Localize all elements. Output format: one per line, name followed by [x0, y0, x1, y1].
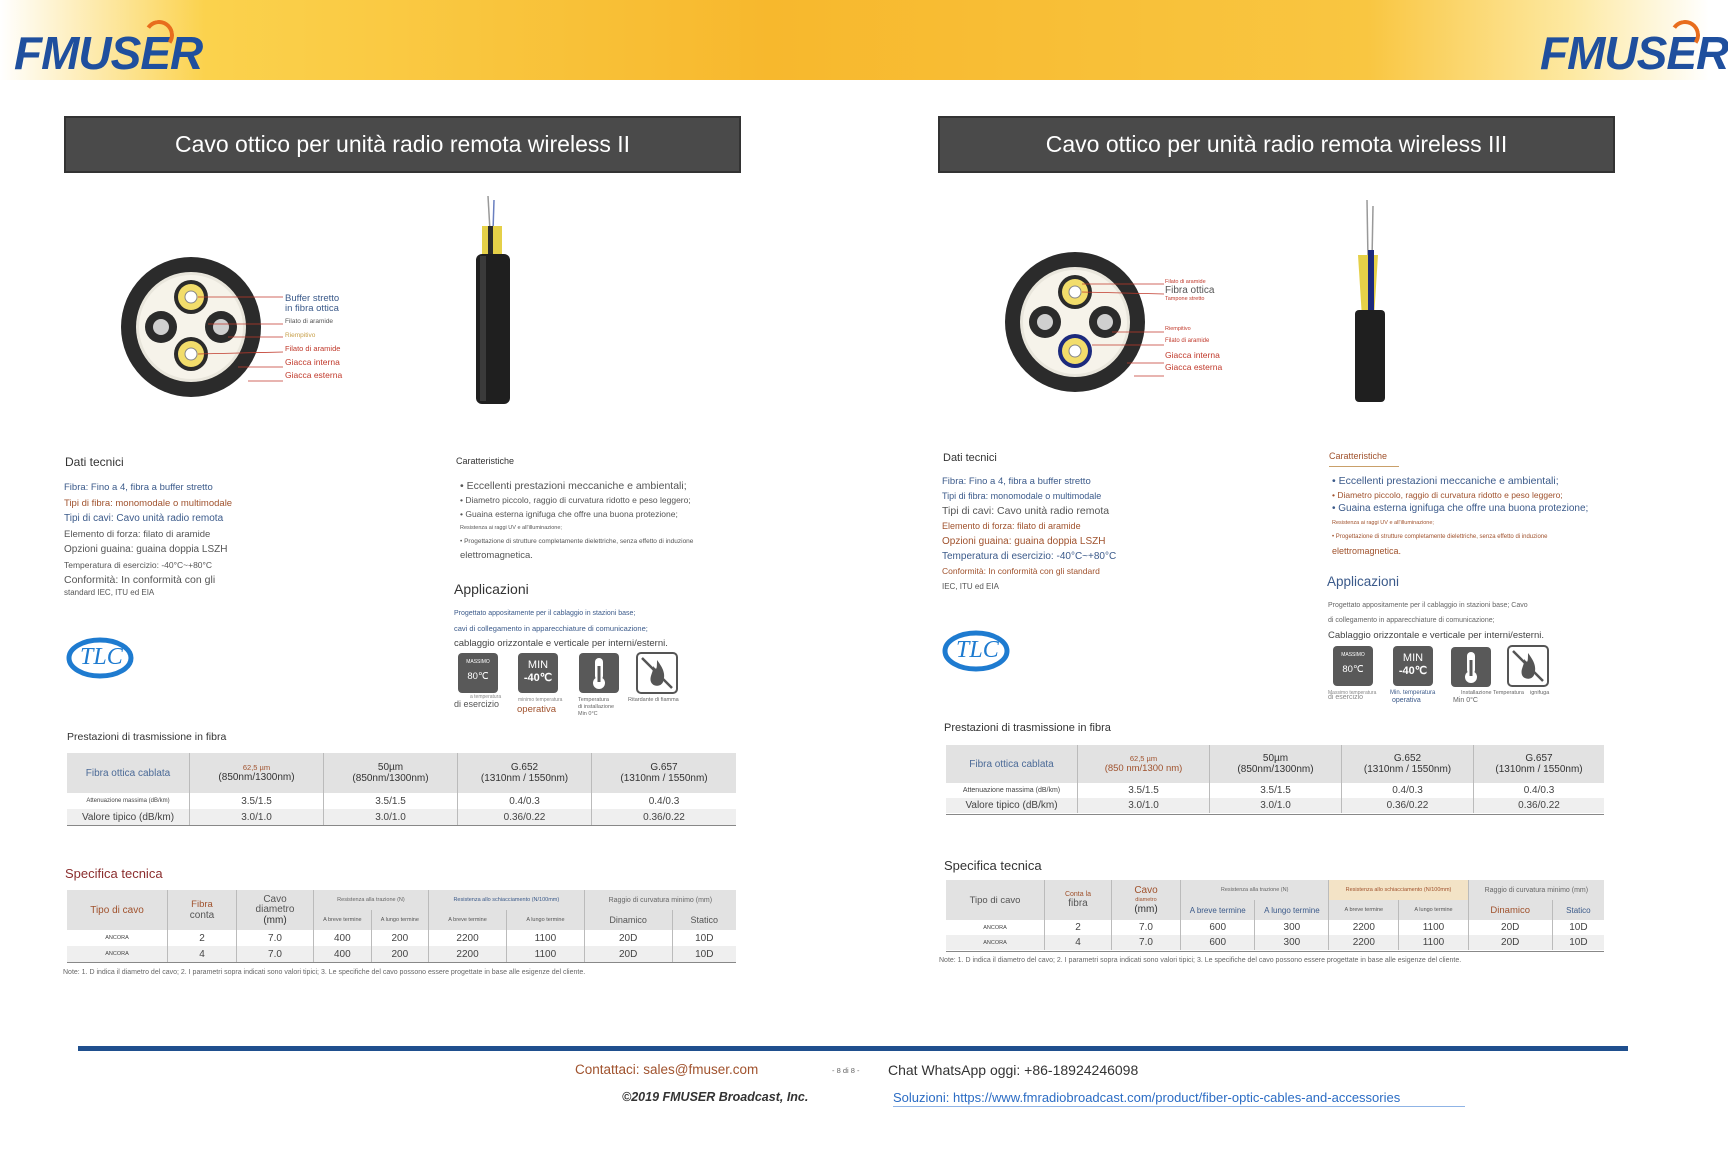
app-item: Cablaggio orizzontale e verticale per interni/esterni.: [1328, 630, 1544, 641]
flame-retardant-icon: [636, 652, 678, 694]
feature-item: • Diametro piccolo, raggio di curvatura ridotto e peso leggero;: [460, 495, 691, 505]
tlc-badge: [68, 636, 134, 680]
table-header: A breve termine: [1181, 900, 1255, 920]
table-header: Fibra ottica cablata: [946, 745, 1078, 783]
left-feature-list: [460, 479, 730, 563]
icon-caption: di esercizio: [1328, 694, 1364, 701]
feature-item: elettromagnetica.: [460, 550, 533, 561]
page-title: Cavo ottico per unità radio remota wireless II: [174, 131, 631, 157]
table-note: Note: 1. D indica il diametro del cavo; 2. I parametri sopra indicati sono valori tipici; 3. Le specifiche del cavo possono essere progettate in base alle esigenze del cliente.: [63, 969, 586, 976]
tech-line: Conformità: In conformità con gli: [64, 574, 216, 586]
brand-logo-left: [14, 26, 202, 80]
tech-line: Fibra: Fino a 4, fibra a buffer stretto: [64, 482, 213, 493]
table-header: A lungo termine: [1399, 900, 1468, 920]
solutions-link[interactable]: Soluzioni: https://www.fmradiobroadcast.com/product/fiber-optic-cables-and-accessories: [893, 1090, 1401, 1105]
left-tech-list: [64, 480, 324, 600]
feature-item: • Diametro piccolo, raggio di curvatura ridotto e peso leggero;: [1332, 490, 1563, 500]
table-header: Fibra conta: [168, 890, 237, 930]
table-row: ANCORA 2 7.0 600 300 2200 1100 20D 10D: [946, 920, 1604, 935]
table-row: ANCORA 2 7.0 400 200 2200 1100 20D 10D: [67, 930, 736, 946]
left-diagram-labels: [285, 292, 342, 383]
table-header: Resistenza alla trazione (N): [314, 890, 429, 910]
tech-line: Tipi di cavi: Cavo unità radio remota: [942, 505, 1110, 517]
right-performance-table: [946, 745, 1604, 813]
header-banner: [0, 0, 1709, 80]
table-header: G.657 (1310nm / 1550nm): [1474, 745, 1605, 783]
tech-line: Temperatura di esercizio: -40°C~+80°C: [64, 559, 213, 570]
table-header: G.652 (1310nm / 1550nm): [458, 753, 592, 793]
table-header: 50µm (850nm/1300nm): [324, 753, 458, 793]
heading-underline: [1329, 466, 1399, 467]
tlc-badge: [944, 629, 1010, 673]
diagram-label: Filato di aramide: [285, 344, 341, 353]
footer-rule: [78, 1046, 1628, 1051]
diagram-label: Fibra ottica: [1165, 285, 1215, 296]
tech-line: Tipi di fibra: monomodale o multimodale: [942, 491, 1102, 501]
section-heading: Dati tecnici: [65, 455, 124, 469]
section-heading: Caratteristiche: [1329, 451, 1388, 461]
table-header: A lungo termine: [1255, 900, 1329, 920]
badge-text: TLC: [956, 637, 999, 663]
icon-caption-group: Temperatura di installazione Min 0°C: [578, 697, 615, 717]
app-item: cavi di collegamento in apparecchiature di comunicazione;: [454, 624, 648, 633]
right-cable-image: [1340, 200, 1400, 405]
page-number: - 8 di 8 -: [832, 1066, 860, 1075]
tech-line: Elemento di forza: filato di aramide: [942, 521, 1081, 531]
section-heading: Caratteristiche: [456, 456, 515, 466]
whatsapp-text: Chat WhatsApp oggi: +86-18924246098: [888, 1062, 1139, 1078]
left-performance-table: [67, 753, 736, 825]
icon-caption: Ritardante di fiamma: [628, 697, 679, 703]
table-row: Attenuazione massima (dB/km) 3.5/1.5 3.5/1.5 0.4/0.3 0.4/0.3: [946, 783, 1604, 798]
right-app-list: [1328, 598, 1628, 643]
icon-caption: operativa: [517, 704, 557, 715]
table-header: Raggio di curvatura minimo (mm): [584, 890, 736, 910]
icon-caption: Min 0°C: [1453, 697, 1478, 704]
table-rule: [67, 825, 736, 826]
flame-retardant-icon: [1507, 645, 1549, 687]
tech-line: Opzioni guaina: guaina doppia LSZH: [942, 536, 1106, 547]
tech-line: Temperatura di esercizio: -40°C~+80°C: [942, 551, 1117, 562]
right-spec-table: [946, 880, 1604, 950]
right-tech-list: [942, 474, 1242, 594]
table-header: 50µm (850nm/1300nm): [1210, 745, 1342, 783]
table-header: Resistenza alla trazione (N): [1181, 880, 1329, 900]
tech-line: IEC, ITU ed EIA: [942, 582, 999, 591]
tech-line: Fibra: Fino a 4, fibra a buffer stretto: [942, 476, 1091, 487]
left-title-bar: [64, 116, 741, 173]
tech-line: standard IEC, ITU ed EIA: [64, 587, 155, 597]
table-header: 62,5 µm (850 nm/1300 nm): [1078, 745, 1210, 783]
diagram-label: in fibra ottica: [285, 302, 339, 314]
table-header: A breve termine: [1329, 900, 1399, 920]
feature-item: Resistenza ai raggi UV e all'illuminazione;: [1332, 520, 1434, 526]
tech-line: Opzioni guaina: guaina doppia LSZH: [64, 544, 228, 555]
diagram-label: Buffer stretto: [285, 293, 340, 304]
thermometer-icon: [1450, 646, 1492, 688]
icon-caption: ignifuga: [1530, 690, 1550, 696]
diagram-label: Tampone stretto: [1165, 296, 1205, 302]
thermometer-icon: [578, 652, 620, 694]
table-rule: [946, 814, 1604, 815]
table-header: A breve termine: [314, 910, 372, 930]
max-temp-icon: MASSIMO 80℃: [458, 653, 498, 693]
table-row: Attenuazione massima (dB/km) 3.5/1.5 3.5/1.5 0.4/0.3 0.4/0.3: [67, 793, 736, 809]
section-heading: Dati tecnici: [943, 452, 997, 464]
table-row: ANCORA 4 7.0 600 300 2200 1100 20D 10D: [946, 935, 1604, 950]
brand-logo-right: [1540, 26, 1728, 80]
diagram-label: Riempitivo: [1165, 326, 1191, 332]
tech-line: Conformità: In conformità con gli standard: [942, 566, 1100, 576]
table-note: Note: 1. D indica il diametro del cavo; 2. I parametri sopra indicati sono valori tipici; 3. Le specifiche del cavo possono essere progettate in base alle esigenze del cliente.: [939, 957, 1462, 964]
logo-text: FMUSER: [1540, 27, 1728, 79]
table-header: Raggio di curvatura minimo (mm): [1468, 880, 1604, 900]
table-header: 62,5 µm (850nm/1300nm): [190, 753, 324, 793]
table-row: Valore tipico (dB/km) 3.0/1.0 3.0/1.0 0.36/0.22 0.36/0.22: [67, 809, 736, 825]
feature-item: • Progettazione di strutture completamente dielettriche, senza effetto di induzione: [1332, 534, 1548, 540]
table-header: Conta la fibra: [1045, 880, 1112, 920]
icon-caption: Installazione Temperatura: [1461, 690, 1524, 696]
right-title-bar: [938, 116, 1615, 173]
table-header: Resistenza allo schiacciamento (N/100mm): [1329, 880, 1468, 900]
table-header: Tipo di cavo: [946, 880, 1045, 920]
section-heading: Prestazioni di trasmissione in fibra: [67, 731, 227, 743]
max-temp-icon: MASSIMO 80℃: [1333, 646, 1373, 686]
table-header: Cavo diametro (mm): [237, 890, 314, 930]
diagram-label: Giacca esterna: [1165, 362, 1223, 372]
diagram-label: Filato di aramide: [285, 318, 334, 325]
left-cable-image: [462, 196, 522, 406]
page-title: Cavo ottico per unità radio remota wireless III: [1045, 131, 1508, 157]
app-item: di collegamento in apparecchiature di comunicazione;: [1328, 617, 1495, 624]
feature-item: • Eccellenti prestazioni meccaniche e ambientali;: [460, 480, 687, 492]
icon-caption: Min. temperatura: [1390, 690, 1436, 696]
icon-caption: di esercizio: [454, 699, 500, 709]
app-item: Progettato appositamente per il cablaggio in stazioni base; Cavo: [1328, 602, 1528, 609]
min-temp-icon: MIN -40℃: [1393, 646, 1433, 686]
table-row: Valore tipico (dB/km) 3.0/1.0 3.0/1.0 0.36/0.22 0.36/0.22: [946, 798, 1604, 813]
table-header: Statico: [672, 910, 736, 930]
table-header: Dinamico: [584, 910, 672, 930]
logo-text: FMUSER: [14, 27, 203, 79]
table-header: G.652 (1310nm / 1550nm): [1342, 745, 1474, 783]
tech-line: Tipi di cavi: Cavo unità radio remota: [64, 513, 224, 524]
feature-item: Resistenza ai raggi UV e all'illuminazione;: [460, 525, 562, 531]
tech-line: Elemento di forza: filato di aramide: [64, 528, 211, 540]
table-row: ANCORA 4 7.0 400 200 2200 1100 20D 10D: [67, 946, 736, 962]
section-heading: Specifica tecnica: [944, 858, 1042, 873]
tech-line: Tipi di fibra: monomodale o multimodale: [64, 497, 233, 509]
table-rule: [67, 962, 736, 963]
table-header: Statico: [1552, 900, 1604, 920]
table-header: Tipo di cavo: [67, 890, 168, 930]
icon-caption: a temperatura: [470, 694, 502, 700]
table-header: A lungo termine: [371, 910, 428, 930]
section-heading: Specifica tecnica: [65, 866, 163, 881]
feature-item: • Guaina esterna ignifuga che offre una buona protezione;: [460, 509, 678, 519]
app-item: Progettato appositamente per il cablaggio in stazioni base;: [454, 610, 636, 617]
badge-text: TLC: [80, 644, 123, 670]
table-header: A lungo termine: [507, 910, 585, 930]
min-temp-icon: MIN -40℃: [518, 653, 558, 693]
feature-item: • Progettazione di strutture completamente dielettriche, senza effetto di induzione: [460, 538, 694, 545]
table-header: Fibra ottica cablata: [67, 753, 190, 793]
diagram-label: Riempitivo: [285, 331, 316, 339]
icon-caption: operativa: [1392, 697, 1421, 704]
diagram-label: Giacca esterna: [285, 370, 343, 380]
diagram-label: Giacca interna: [285, 356, 340, 367]
right-diagram-labels: [1165, 279, 1255, 372]
section-heading: Applicazioni: [454, 581, 529, 597]
feature-item: • Eccellenti prestazioni meccaniche e ambientali;: [1332, 475, 1559, 487]
left-app-list: [454, 606, 734, 651]
diagram-label: Filato di aramide: [1165, 279, 1206, 285]
icon-caption: minimo temperatura: [518, 697, 563, 703]
copyright: ©2019 FMUSER Broadcast, Inc.: [622, 1090, 809, 1104]
link-underline: [893, 1106, 1465, 1107]
table-header: A breve termine: [428, 910, 506, 930]
contact-link[interactable]: Contattaci: sales@fmuser.com: [575, 1062, 759, 1077]
right-feature-list: [1332, 474, 1632, 558]
diagram-label: Giacca interna: [1165, 350, 1220, 360]
app-item: cablaggio orizzontale e verticale per interni/esterni.: [454, 638, 668, 649]
table-header: Dinamico: [1468, 900, 1552, 920]
section-heading: Applicazioni: [1327, 574, 1400, 589]
diagram-label: Filato di aramide: [1165, 338, 1210, 344]
table-header: G.657 (1310nm / 1550nm): [592, 753, 737, 793]
table-rule: [946, 951, 1604, 952]
feature-item: elettromagnetica.: [1332, 546, 1402, 556]
table-header: Resistenza allo schiacciamento (N/100mm): [428, 890, 584, 910]
section-heading: Prestazioni di trasmissione in fibra: [944, 722, 1111, 734]
table-header: Cavo diametro (mm): [1112, 880, 1181, 920]
feature-item: • Guaina esterna ignifuga che offre una buona protezione;: [1332, 503, 1589, 514]
left-spec-table: [67, 890, 736, 962]
icon-caption: Massimo temperatura: [1328, 690, 1377, 696]
